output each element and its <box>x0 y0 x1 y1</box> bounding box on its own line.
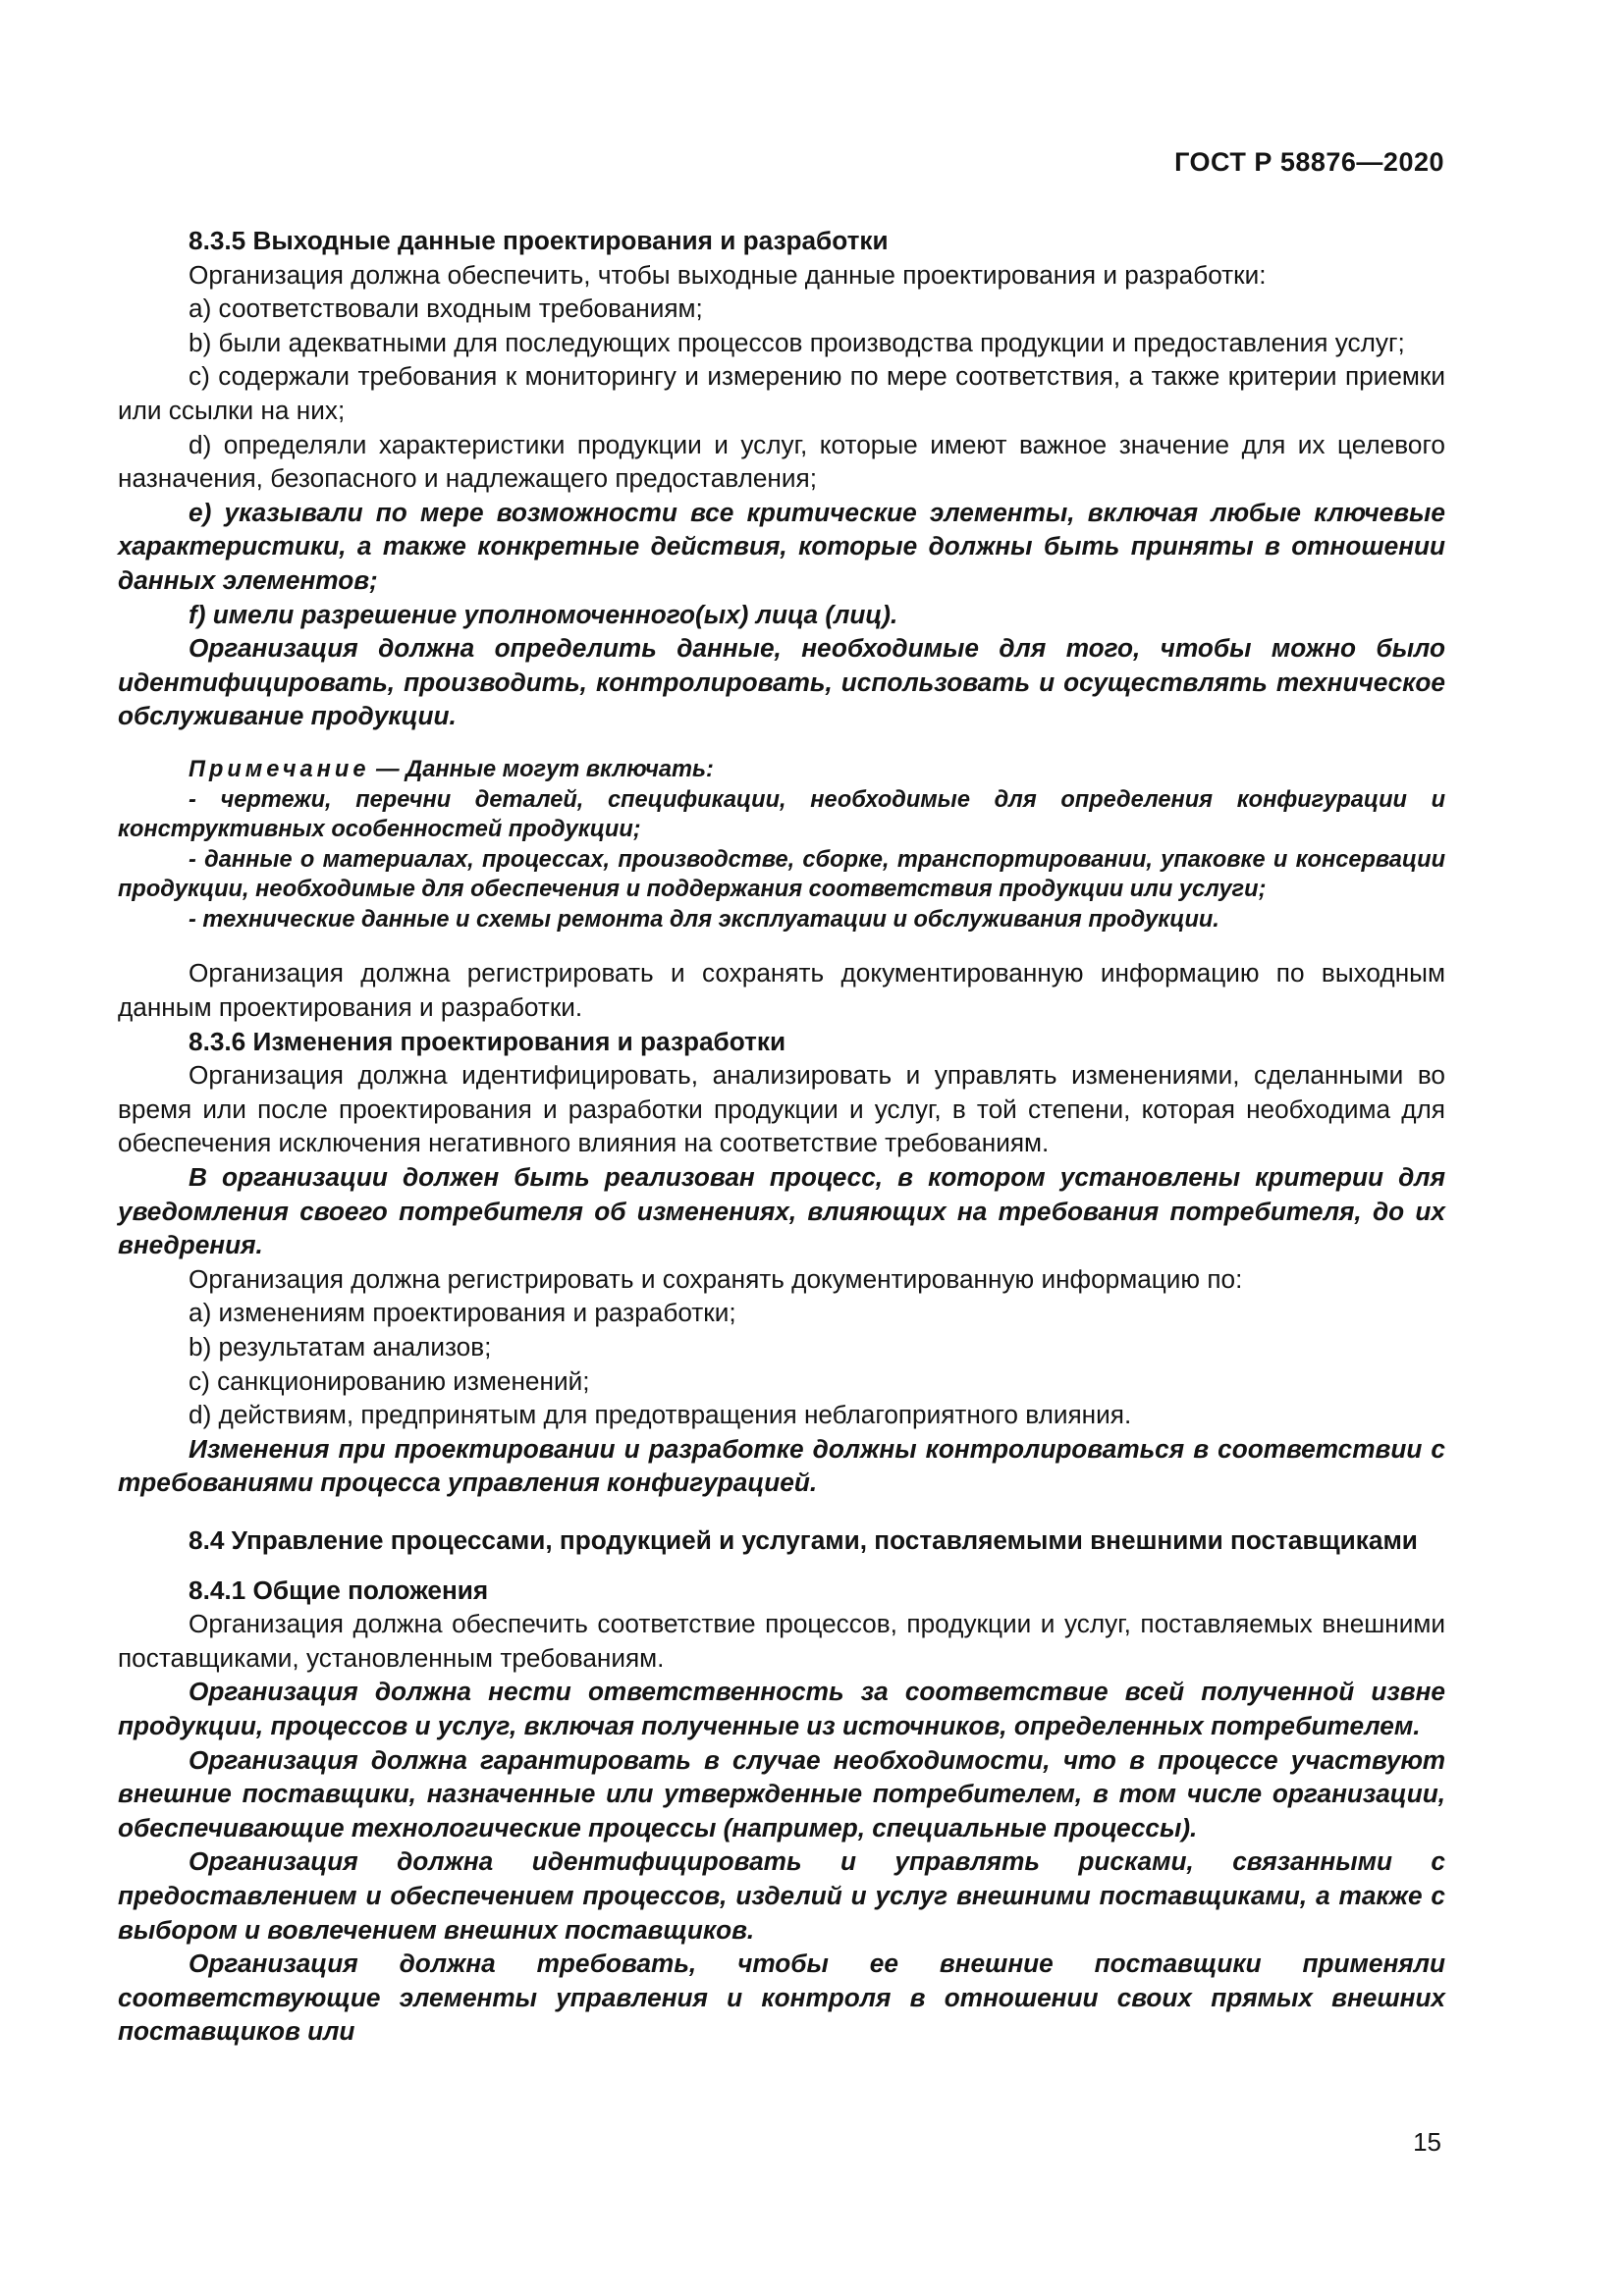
list-item: b) результатам анализов; <box>189 1332 492 1362</box>
list-item: d) определяли характеристики продукции и услуг, которые имеют важное значение для их целевого назначения, безопасного и надлежащего предоставления; <box>118 429 1445 494</box>
section-8-4-heading: 8.4 Управление процессами, продукцией и услугами, поставляемыми внешними поставщиками <box>189 1524 1418 1555</box>
list-item: d) действиям, предпринятым для предотвращения неблагоприятного влияния. <box>189 1400 1132 1430</box>
note-label: Примечание <box>189 756 370 782</box>
notification-process-paragraph: В организации должен быть реализован процесс, в котором установлены критерии для уведомления своего потребителя об изменениях, влияющих на требования потребителя, до их внедрения. <box>118 1162 1445 1260</box>
register-paragraph: Организация должна регистрировать и сохранять документированную информацию по: <box>189 1263 1243 1294</box>
responsibility-paragraph: Организация должна нести ответственность за соответствие всей полученной извне продукции, процессов и услуг, включая полученные из источников, определенных потребителем. <box>118 1677 1445 1740</box>
note-item: - чертежи, перечни деталей, спецификации, необходимые для определения конфигурации и конструктивных особенностей продукции; <box>118 786 1445 843</box>
list-item: c) содержали требования к мониторингу и измерению по мере соответствия, а также критерии приемки или ссылки на них; <box>118 361 1445 425</box>
list-item: е) указывали по мере возможности все критические элементы, включая любые ключевые характеристики, а также конкретные действия, которые должны быть приняты в отношении данных элементов; <box>118 497 1445 595</box>
register-paragraph: Организация должна регистрировать и сохранять документированную информацию по выходным данным проектирования и разработки. <box>118 958 1445 1023</box>
section-8-3-6-intro: Организация должна идентифицировать, анализировать и управлять изменениями, сделанными во время или после проектирования и разработки продукции и услуг, в той степени, которая необходима для обеспечения исключения негативного влияния на соответствие требованиям. <box>118 1060 1445 1158</box>
note-block <box>118 755 1445 935</box>
list-item: f) имели разрешение уполномоченного(ых) лица (лиц). <box>189 599 898 629</box>
list-item: a) изменениям проектирования и разработки; <box>189 1298 736 1328</box>
configuration-control-paragraph: Изменения при проектировании и разработке должны контролироваться в соответствии с требованиями процесса управления конфигурацией. <box>118 1433 1445 1498</box>
list-item: a) соответствовали входным требованиям; <box>189 294 703 324</box>
section-8-4-1-heading: 8.4.1 Общие положения <box>189 1575 489 1605</box>
supplier-controls-paragraph: Организация должна требовать, чтобы ее внешние поставщики применяли соответствующие элементы управления и контроля в отношении своих прямых внешних поставщиков или <box>118 1949 1445 2047</box>
data-requirement-paragraph: Организация должна определить данные, необходимые для того, чтобы можно было идентифицировать, производить, контролировать, использовать и осуществлять техническое обслуживание продукции. <box>118 633 1445 731</box>
note-heading <box>118 755 1445 785</box>
page-number: 15 <box>1413 2127 1441 2157</box>
document-body <box>118 224 1445 2049</box>
list-item: c) санкционированию изменений; <box>189 1365 590 1396</box>
section-8-3-6-heading: 8.3.6 Изменения проектирования и разработки <box>189 1026 786 1056</box>
note-item: - данные о материалах, процессах, производстве, сборке, транспортировании, упаковке и консервации продукции, необходимые для обеспечения и поддержания соответствия продукции или услуги; <box>118 846 1445 903</box>
section-8-3-5-intro: Организация должна обеспечить, чтобы выходные данные проектирования и разработки: <box>189 259 1267 290</box>
note-lead: — Данные могут включать: <box>369 756 714 782</box>
standard-designation: ГОСТ Р 58876—2020 <box>1174 147 1444 177</box>
section-8-3-5-heading: 8.3.5 Выходные данные проектирования и разработки <box>189 226 889 255</box>
section-8-4-1-intro: Организация должна обеспечить соответствие процессов, продукции и услуг, поставляемых внешними поставщиками, установленным требованиям. <box>118 1609 1445 1673</box>
risk-management-paragraph: Организация должна идентифицировать и управлять рисками, связанными с предоставлением и обеспечением процессов, изделий и услуг внешними поставщиками, а также с выбором и вовлечением внешних поставщиков. <box>118 1846 1445 1945</box>
note-item: - технические данные и схемы ремонта для эксплуатации и обслуживания продукции. <box>189 906 1219 933</box>
list-item: b) были адекватными для последующих процессов производства продукции и предоставления услуг; <box>189 327 1405 357</box>
guarantee-paragraph: Организация должна гарантировать в случае необходимости, что в процессе участвуют внешние поставщики, назначенные или утвержденные потребителем, в том числе организации, обеспечивающие технологические процессы (например, специальные процессы). <box>118 1744 1445 1842</box>
